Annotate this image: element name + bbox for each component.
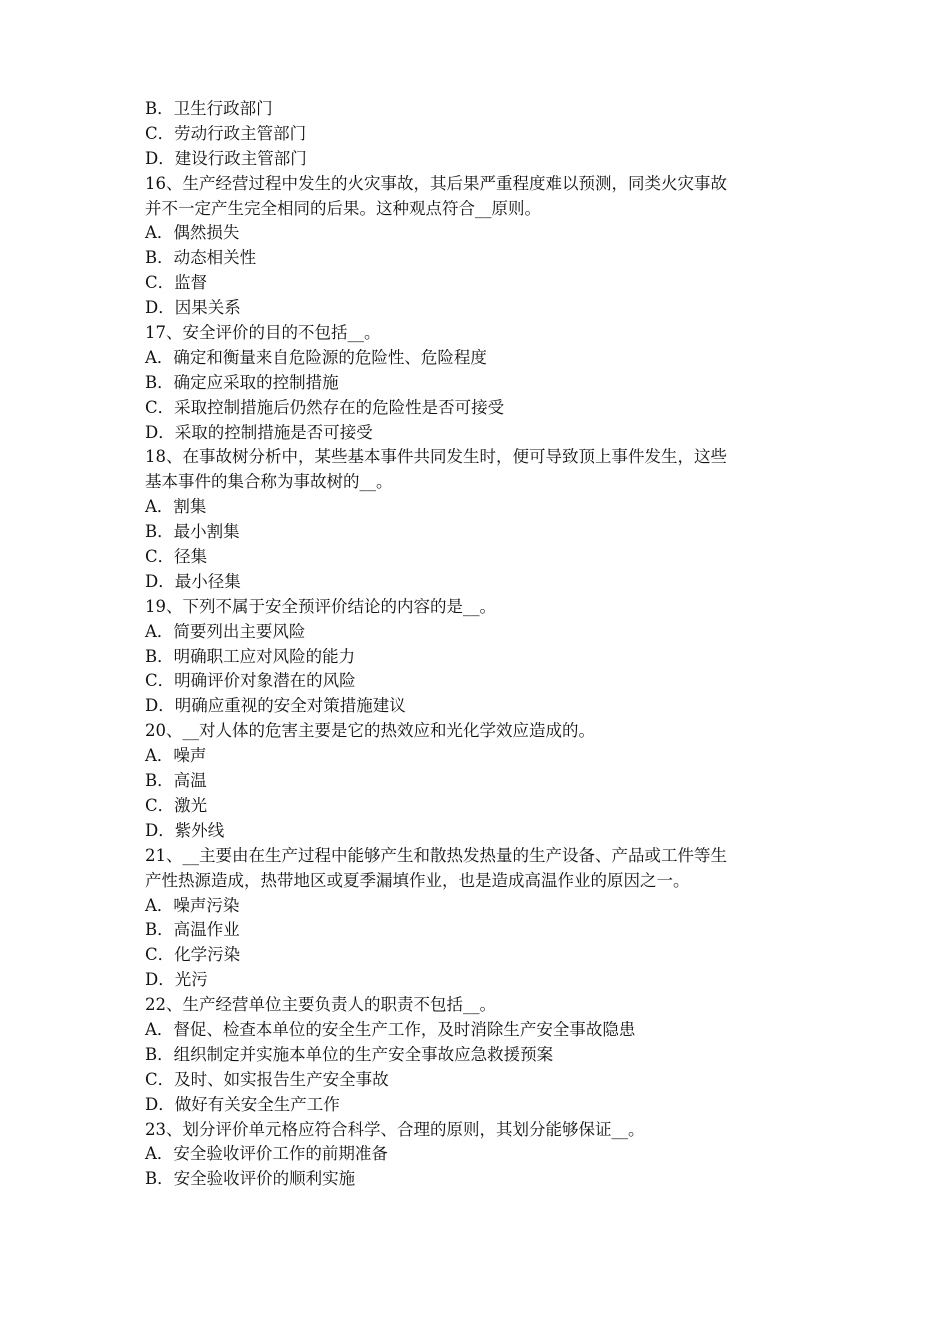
option-line: A．噪声 (145, 746, 207, 766)
option-line: A．简要列出主要风险 (145, 621, 306, 641)
option-line: B．最小割集 (145, 522, 240, 542)
option-line: C．监督 (145, 273, 208, 293)
question-18-line-2: 基本事件的集合称为事故树的__。 (145, 472, 393, 492)
option-line: A．确定和衡量来自危险源的危险性、危险程度 (145, 347, 487, 367)
document-page (145, 97, 825, 1192)
option-line: C．激光 (145, 795, 208, 815)
option-line: B．安全验收评价的顺利实施 (145, 1169, 356, 1189)
option-line: D．紫外线 (145, 820, 225, 840)
option-line: B．明确职工应对风险的能力 (145, 646, 356, 666)
option-line: A．偶然损失 (145, 223, 240, 243)
question-21-line-1: 21、__主要由在生产过程中能够产生和散热发热量的生产设备、产品或工件等生 (145, 845, 727, 865)
option-line: C．明确评价对象潜在的风险 (145, 671, 356, 691)
option-line: B．确定应采取的控制措施 (145, 372, 339, 392)
option-line: B．高温 (145, 771, 207, 791)
question-16-line-1: 16、生产经营过程中发生的火灾事故，其后果严重程度难以预测，同类火灾事故 (145, 173, 727, 193)
question-20-line: 20、__对人体的危害主要是它的热效应和光化学效应造成的。 (145, 721, 595, 741)
option-line: C．及时、如实报告生产安全事故 (145, 1069, 389, 1089)
option-line: D．采取的控制措施是否可接受 (145, 422, 373, 442)
option-line: D．明确应重视的安全对策措施建议 (145, 696, 406, 716)
option-line: C．化学污染 (145, 945, 241, 965)
question-22-line: 22、生产经营单位主要负责人的职责不包括__。 (145, 995, 496, 1015)
option-line: C．径集 (145, 547, 208, 567)
question-16-line-2: 并不一定产生完全相同的后果。这种观点符合__原则。 (145, 198, 541, 218)
question-23-line: 23、划分评价单元格应符合科学、合理的原则，其划分能够保证__。 (145, 1119, 645, 1139)
option-line: D．因果关系 (145, 298, 241, 318)
option-line: B．动态相关性 (145, 248, 257, 268)
option-line: D．做好有关安全生产工作 (145, 1094, 340, 1114)
question-17-line: 17、安全评价的目的不包括__。 (145, 323, 381, 343)
question-21-line-2: 产性热源造成，热带地区或夏季漏填作业，也是造成高温作业的原因之一。 (145, 870, 690, 890)
option-line: B．高温作业 (145, 920, 240, 940)
option-line: A．督促、检查本单位的安全生产工作，及时消除生产安全事故隐患 (145, 1019, 636, 1039)
option-line: C．劳动行政主管部门 (145, 123, 307, 143)
option-line: D．光污 (145, 970, 208, 990)
option-line: B．卫生行政部门 (145, 99, 273, 118)
question-19-line: 19、下列不属于安全预评价结论的内容的是__。 (145, 596, 496, 616)
option-line: D．建设行政主管部门 (145, 148, 307, 168)
option-line: A．割集 (145, 497, 207, 517)
option-line: D．最小径集 (145, 571, 241, 591)
option-line: A．噪声污染 (145, 895, 240, 915)
option-line: A．安全验收评价工作的前期准备 (145, 1144, 388, 1164)
option-line: C．采取控制措施后仍然存在的危险性是否可接受 (145, 397, 505, 417)
question-18-line-1: 18、在事故树分析中，某些基本事件共同发生时，便可导致顶上事件发生，这些 (145, 447, 727, 467)
option-line: B．组织制定并实施本单位的生产安全事故应急救援预案 (145, 1044, 554, 1064)
